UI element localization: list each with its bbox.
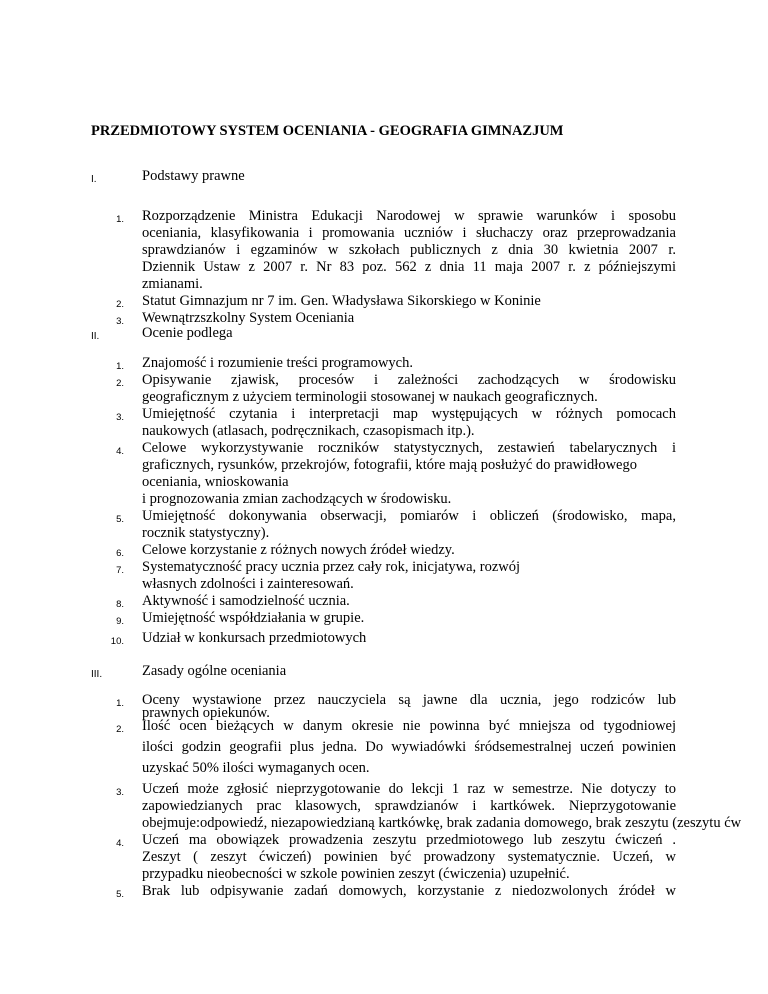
list-item-number: 4.	[116, 446, 124, 457]
list-item-line: graficznych, rysunków, przekrojów, fotografii, które mają posłużyć do prawidłowego	[142, 457, 637, 473]
list-item-line: i prognozowania zmian zachodzących w środowisku.	[142, 491, 452, 507]
list-item-line: Wewnątrzszkolny System Oceniania	[142, 310, 355, 326]
list-item-line: prawnych opiekunów.	[142, 705, 270, 721]
list-item-line: uzyskać 50% ilości wymaganych ocen.	[142, 760, 370, 776]
list-item-number: 5.	[116, 889, 124, 900]
list-item-line: Zeszyt ( zeszyt ćwiczeń) powinien być prowadzony systematycznie. Uczeń, w	[142, 849, 676, 865]
list-item-line: Ilość ocen bieżących w danym okresie nie powinna być mniejsza od tygodniowej	[142, 718, 676, 734]
list-item-line: rocznik statystyczny).	[142, 525, 270, 541]
list-item-line: Statut Gimnazjum nr 7 im. Gen. Władysława Sikorskiego w Koninie	[142, 293, 541, 309]
list-item-line: Oceny wystawione przez nauczyciela są jawne dla ucznia, jego rodziców lub	[142, 692, 676, 708]
list-item-number: 8.	[116, 599, 124, 610]
section-numeral: III.	[91, 669, 103, 680]
list-item-number: 2.	[116, 724, 124, 735]
list-item-number: 2.	[116, 299, 124, 310]
list-item-number: 10.	[110, 636, 124, 647]
list-item-line: naukowych (atlasach, podręcznikach, czasopismach itp.).	[142, 423, 475, 439]
section-heading: Ocenie podlega	[142, 325, 233, 341]
list-item-line: przypadku nieobecności w szkole powinien zeszyt (ćwiczenia) uzupełnić.	[142, 866, 570, 882]
list-item-line: zapowiedzianych prac klasowych, sprawdzianów i kartkówek. Nieprzygotowanie	[142, 798, 676, 814]
list-item-line: Aktywność i samodzielność ucznia.	[142, 593, 350, 609]
list-item-number: 1.	[116, 698, 124, 709]
list-item-line: Brak lub odpisywanie zadań domowych, korzystanie z niedozwolonych źródeł w	[142, 883, 676, 899]
section-heading: Podstawy prawne	[142, 168, 245, 184]
list-item-line: Umiejętność czytania i interpretacji map występujących w różnych pomocach	[142, 406, 676, 422]
list-item-line: Umiejętność dokonywania obserwacji, pomiarów i obliczeń (środowisko, mapa,	[142, 508, 676, 524]
section-heading: Zasady ogólne oceniania	[142, 663, 287, 679]
list-item-number: 4.	[116, 838, 124, 849]
list-item-line: Dziennik Ustaw z 2007 r. Nr 83 poz. 562 z dnia 11 maja 2007 r. z późniejszymi	[142, 259, 676, 275]
list-item-line: Opisywanie zjawisk, procesów i zależności zachodzących w środowisku	[142, 372, 676, 388]
list-item-line: Znajomość i rozumienie treści programowych.	[142, 355, 413, 371]
list-item-number: 1.	[116, 361, 124, 372]
list-item-number: 2.	[116, 378, 124, 389]
list-item-line: Rozporządzenie Ministra Edukacji Narodowej w sprawie warunków i sposobu	[142, 208, 676, 224]
list-item-line: Udział w konkursach przedmiotowych	[142, 630, 367, 646]
list-item-line: własnych zdolności i zainteresowań.	[142, 576, 354, 592]
list-item-line: Uczeń może zgłosić nieprzygotowanie do lekcji 1 raz w semestrze. Nie dotyczy to	[142, 781, 676, 797]
list-item-line: oceniania, wnioskowania	[142, 474, 289, 490]
list-item-line: geograficznym z użyciem terminologii stosowanej w naukach geograficznych.	[142, 389, 598, 405]
list-item-number: 3.	[116, 787, 124, 798]
list-item-number: 6.	[116, 548, 124, 559]
list-item-number: 5.	[116, 514, 124, 525]
list-item-number: 3.	[116, 316, 124, 327]
list-item-line: Uczeń ma obowiązek prowadzenia zeszytu przedmiotowego lub zeszytu ćwiczeń .	[142, 832, 676, 848]
list-item-line: zmianami.	[142, 276, 203, 292]
list-item-line: obejmuje:odpowiedź, niezapowiedzianą kartkówkę, brak zadania domowego, brak zeszytu (zeszytu ćw	[142, 815, 742, 831]
list-item-line: Celowe wykorzystywanie roczników statystycznych, zestawień tabelarycznych i	[142, 440, 676, 456]
list-item-number: 7.	[116, 565, 124, 576]
list-item-number: 3.	[116, 412, 124, 423]
section-numeral: I.	[91, 174, 97, 185]
list-item-line: oceniania, klasyfikowania i promowania uczniów i słuchaczy oraz przeprowadzania	[142, 225, 676, 241]
list-item-line: Celowe korzystanie z różnych nowych źródeł wiedzy.	[142, 542, 455, 558]
document-title: PRZEDMIOTOWY SYSTEM OCENIANIA - GEOGRAFIA GIMNAZJUM	[91, 123, 564, 139]
list-item-line: sprawdzianów i egzaminów w szkołach publicznych z dnia 30 kwietnia 2007 r.	[142, 242, 676, 258]
list-item-line: ilości godzin geografii plus jedna. Do wywiadówki śródsemestralnej uczeń powinien	[142, 739, 676, 755]
list-item-number: 9.	[116, 616, 124, 627]
list-item-number: 1.	[116, 214, 124, 225]
list-item-line: Systematyczność pracy ucznia przez cały rok, inicjatywa, rozwój	[142, 559, 521, 575]
list-item-line: Umiejętność współdziałania w grupie.	[142, 610, 365, 626]
section-numeral: II.	[91, 331, 100, 342]
